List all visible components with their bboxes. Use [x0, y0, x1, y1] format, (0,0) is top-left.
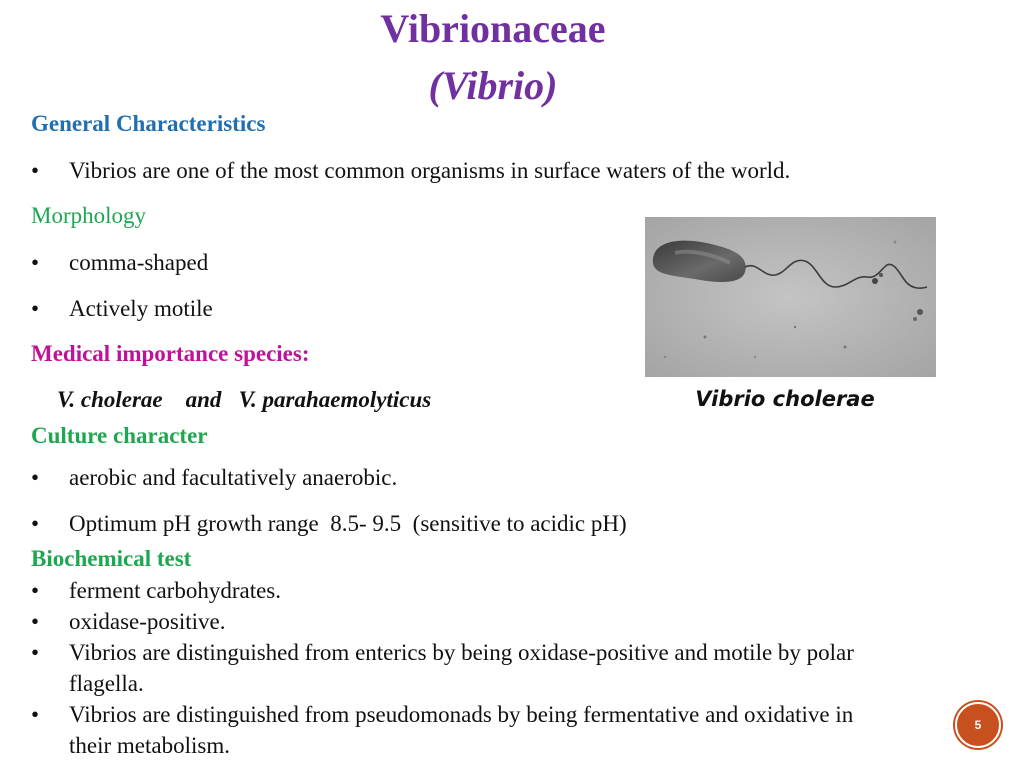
bullet-item: [31, 293, 591, 324]
bullet-item: [31, 155, 931, 186]
bullet-dot: •: [31, 158, 40, 183]
bullet-item: [31, 247, 591, 278]
heading-culture-character: Culture character: [31, 423, 208, 448]
heading-morphology: Morphology: [31, 203, 146, 228]
bullet-text: Vibrios are distinguished from pseudomonads by being fermentative and oxidative in: [69, 702, 854, 727]
bullet-text: Vibrios are distinguished from enterics by being oxidase-positive and motile by polar: [69, 640, 854, 665]
slide-title: Vibrionaceae: [380, 6, 606, 51]
bullet-dot: •: [31, 465, 40, 490]
page-number-badge: 5: [955, 702, 1001, 748]
vibrio-micrograph: [645, 217, 936, 377]
bullet-text: oxidase-positive.: [69, 609, 226, 634]
bullet-text: Vibrios are one of the most common organisms in surface waters of the world.: [69, 158, 791, 183]
bullet-dot: •: [31, 609, 40, 634]
bullet-dot: •: [31, 578, 40, 603]
bullet-dot: •: [31, 511, 40, 536]
bullet-item: [31, 637, 961, 699]
bullet-dot: •: [31, 296, 40, 321]
bullet-dot: •: [31, 250, 40, 275]
bullet-text: ferment carbohydrates.: [69, 578, 282, 603]
bullet-item: [31, 606, 951, 637]
microscopy-photo-icon: [645, 217, 936, 377]
bullet-item: [31, 575, 951, 606]
bullet-dot: •: [31, 640, 40, 665]
heading-biochemical-test: Biochemical test: [31, 546, 192, 571]
bullet-text: aerobic and facultatively anaerobic.: [69, 465, 398, 490]
bullet-item: [31, 462, 931, 493]
bullet-dot: •: [31, 702, 40, 727]
bullet-item: [31, 699, 961, 761]
bullet-text-continuation: flagella.: [69, 671, 144, 696]
bullet-text: Optimum pH growth range 8.5- 9.5 (sensitive to acidic pH): [69, 511, 627, 536]
heading-medical-importance: Medical importance species:: [31, 341, 310, 366]
bullet-item: [31, 508, 931, 539]
image-caption: Vibrio cholerae: [695, 387, 875, 411]
bullet-text: comma-shaped: [69, 250, 209, 275]
bullet-text-continuation: their metabolism.: [69, 733, 230, 758]
heading-general-characteristics: General Characteristics: [31, 111, 266, 136]
species-list: V. cholerae and V. parahaemolyticus: [57, 387, 432, 412]
slide-subtitle: (Vibrio): [428, 63, 558, 108]
bullet-text: Actively motile: [69, 296, 213, 321]
